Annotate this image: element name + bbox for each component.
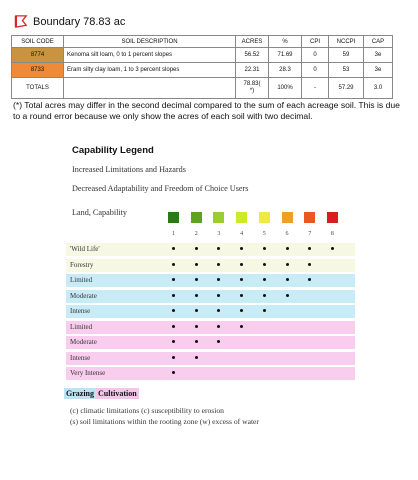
col-cap: CAP: [364, 36, 393, 48]
capability-dot: [172, 371, 175, 374]
soil-table: [11, 35, 393, 99]
capability-dot: [240, 278, 243, 281]
legend-row: [66, 367, 355, 380]
col-cpi: CPI: [302, 36, 329, 48]
totals-nccpi-cell: 57.29: [329, 78, 364, 99]
capability-dot: [195, 278, 198, 281]
legend-row-label: Intense: [70, 307, 91, 315]
capability-class-4-swatch: [236, 212, 247, 223]
capability-dot: [240, 247, 243, 250]
legend-footnote-climatic: (c) climatic limitations (c) susceptibility to erosion: [70, 406, 224, 415]
cap-cell: 3e: [364, 48, 393, 63]
capability-dot: [172, 325, 175, 328]
cpi-cell: 0: [302, 48, 329, 63]
table-row: [12, 63, 393, 78]
grazing-label: Grazing: [66, 389, 94, 398]
capability-class-5-number: 5: [262, 231, 266, 237]
boundary-title: Boundary 78.83 ac: [33, 15, 126, 28]
capability-legend: [62, 140, 359, 432]
legend-row-label: Intense: [70, 353, 91, 362]
legend-line-land-capability: Land, Capability: [72, 208, 128, 217]
capability-class-2-number: 2: [194, 231, 198, 237]
capability-dot: [195, 356, 198, 359]
percent-cell: 71.69: [269, 48, 302, 63]
totals-description-cell: [64, 78, 236, 99]
capability-dot: [195, 247, 198, 250]
col-percent: %: [269, 36, 302, 48]
capability-class-7-number: 7: [308, 231, 312, 237]
capability-class-5-swatch: [259, 212, 270, 223]
legend-tabs: [64, 388, 139, 399]
capability-class-6-swatch: [282, 212, 293, 223]
soil-description-cell: Kenoma silt loam, 0 to 1 percent slopes: [64, 48, 236, 63]
legend-row-label: Very Intense: [70, 369, 106, 377]
col-acres: ACRES: [236, 36, 269, 48]
legend-row: [66, 290, 355, 303]
soil-code-cell: 8774: [12, 48, 64, 63]
legend-row-label: Limited: [70, 322, 93, 331]
capability-dot: [172, 294, 175, 297]
capability-class-8-swatch: [327, 212, 338, 223]
legend-row-label: Moderate: [70, 291, 97, 300]
boundary-polygon-icon: [14, 14, 29, 29]
capability-dot: [308, 278, 311, 281]
totals-acres: 78.83(: [243, 81, 261, 87]
capability-class-6-number: 6: [285, 231, 289, 237]
totals-acres-cell: [236, 78, 269, 99]
capability-dot: [263, 263, 266, 266]
col-soil-code: SOIL CODE: [12, 36, 64, 48]
capability-class-1-swatch: [168, 212, 179, 223]
legend-row: [66, 305, 355, 318]
totals-acres-note: *): [249, 88, 255, 94]
capability-class-7-swatch: [304, 212, 315, 223]
legend-line-limitations: Increased Limitations and Hazards: [72, 165, 186, 174]
capability-dot: [217, 309, 220, 312]
percent-cell: 28.3: [269, 63, 302, 78]
capability-dot: [240, 263, 243, 266]
capability-dot: [195, 263, 198, 266]
capability-dot: [172, 309, 175, 312]
capability-dot: [172, 356, 175, 359]
capability-class-3-swatch: [213, 212, 224, 223]
capability-dot: [217, 263, 220, 266]
capability-dot: [195, 325, 198, 328]
totals-percent-cell: 100%: [269, 78, 302, 99]
soil-description-cell: Eram silty clay loam, 1 to 3 percent slopes: [64, 63, 236, 78]
legend-row: [66, 321, 355, 334]
capability-dot: [172, 247, 175, 250]
capability-class-4-number: 4: [240, 231, 244, 237]
totals-row: [12, 78, 393, 99]
cap-cell: 3e: [364, 63, 393, 78]
capability-class-1-number: 1: [172, 231, 175, 237]
capability-dot: [263, 247, 266, 250]
capability-dot: [240, 325, 243, 328]
capability-dot: [172, 263, 175, 266]
legend-row-label: Moderate: [70, 338, 97, 346]
capability-dot: [263, 309, 266, 312]
capability-dot: [240, 309, 243, 312]
capability-dot: [217, 325, 220, 328]
capability-dot: [217, 340, 220, 343]
legend-line-adaptability: Decreased Adaptability and Freedom of Choice Users: [72, 184, 249, 193]
legend-row-label: 'Wild Life': [70, 245, 100, 253]
capability-class-3-number: 3: [217, 231, 221, 237]
capability-dot: [195, 340, 198, 343]
legend-row: [66, 274, 355, 287]
capability-dot: [240, 294, 243, 297]
col-soil-description: SOIL DESCRIPTION: [64, 36, 236, 48]
col-nccpi: NCCPI: [329, 36, 364, 48]
capability-dot: [308, 263, 311, 266]
legend-row-label: Forestry: [70, 260, 94, 269]
table-row: [12, 48, 393, 63]
capability-dot: [286, 247, 289, 250]
capability-class-8-number: 8: [330, 231, 334, 237]
capability-dot: [286, 278, 289, 281]
legend-row: [66, 336, 355, 349]
soil-table-header: [12, 36, 393, 48]
capability-dot: [217, 278, 220, 281]
legend-footnote-soil: (s) soil limitations within the rooting zone (w) excess of water: [70, 417, 259, 426]
capability-dot: [263, 294, 266, 297]
boundary-header: [14, 14, 125, 29]
capability-dot: [308, 247, 311, 250]
acres-cell: 22.31: [236, 63, 269, 78]
capability-class-2-swatch: [191, 212, 202, 223]
totals-cpi-cell: -: [302, 78, 329, 99]
capability-dot: [331, 247, 334, 250]
rounding-note: (*) Total acres may differ in the second decimal compared to the sum of each acreage soil. This is due to a round error because we only show the acres of each soil with two decimal.: [13, 100, 400, 121]
capability-dot: [286, 263, 289, 266]
totals-label: TOTALS: [12, 78, 64, 99]
capability-dot: [172, 278, 175, 281]
capability-dot: [286, 294, 289, 297]
legend-row: [66, 352, 355, 365]
capability-dot: [263, 278, 266, 281]
legend-row: [66, 243, 355, 256]
acres-cell: 56.52: [236, 48, 269, 63]
capability-dot: [217, 247, 220, 250]
soil-code-cell: 8733: [12, 63, 64, 78]
nccpi-cell: 59: [329, 48, 364, 63]
capability-dot: [195, 294, 198, 297]
capability-dot: [217, 294, 220, 297]
nccpi-cell: 53: [329, 63, 364, 78]
capability-dot: [172, 340, 175, 343]
totals-cap-cell: 3.0: [364, 78, 393, 99]
capability-dot: [195, 309, 198, 312]
legend-row-label: Limited: [70, 276, 93, 284]
cultivation-label: Cultivation: [98, 389, 137, 398]
legend-row: [66, 259, 355, 272]
cpi-cell: 0: [302, 63, 329, 78]
legend-title: Capability Legend: [72, 145, 154, 156]
